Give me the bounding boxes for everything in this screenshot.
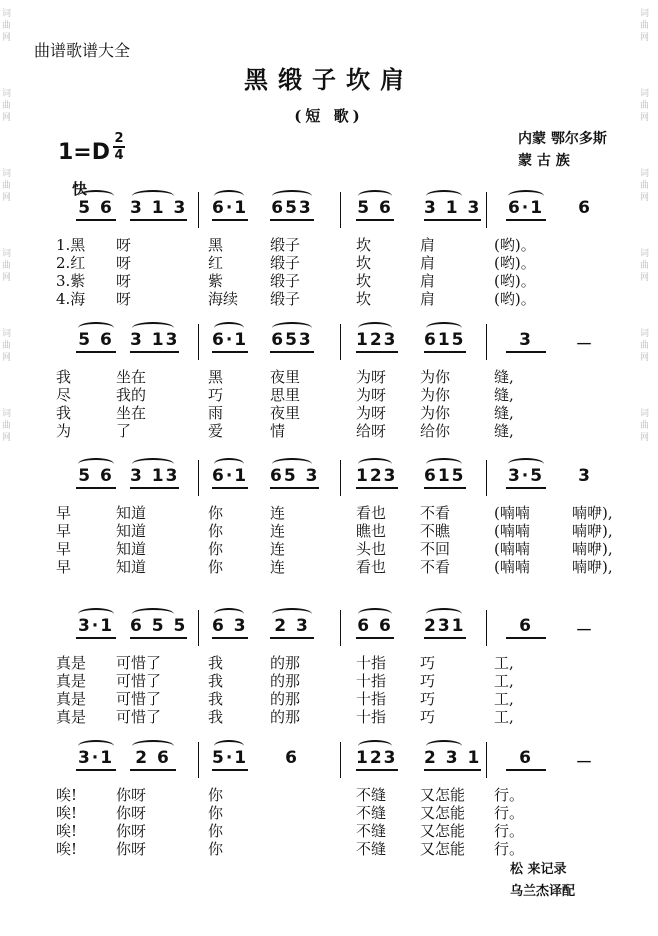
lyric-text: 为你 — [420, 404, 451, 422]
lyric-text: 真是 — [56, 672, 87, 690]
slur-mark — [358, 190, 392, 202]
lyric-text: 工, — [494, 654, 514, 672]
watermark-char: 词 — [640, 329, 650, 339]
lyric-text: 工, — [494, 690, 514, 708]
site-name: 曲谱歌谱大全 — [34, 41, 131, 60]
lyric-text: 夜里 — [270, 368, 301, 386]
watermark-char: 曲 — [2, 421, 12, 431]
lyric-text: 缎子 — [270, 272, 301, 290]
note-group: － — [575, 335, 595, 355]
note-group: 3 13 — [130, 330, 179, 353]
lyric-text: 我 — [56, 368, 72, 386]
slur-mark — [508, 458, 544, 470]
lyric-text: 喃咿), — [572, 522, 613, 540]
note-group: 5 6 — [76, 330, 116, 353]
slur-mark — [214, 322, 244, 334]
watermark-char: 词 — [2, 249, 12, 259]
lyric-text: 黑 — [208, 236, 224, 254]
note-group: 6·1 — [212, 198, 248, 221]
slur-mark — [426, 740, 462, 752]
lyric-text: 巧 — [208, 386, 224, 404]
lyric-text: (哟)。 — [494, 254, 536, 272]
lyric-text: 你 — [208, 504, 224, 522]
credit-translator: 乌兰杰译配 — [510, 884, 576, 899]
lyric-text: 4.海 — [56, 290, 86, 308]
note-group: 6 3 — [212, 616, 248, 639]
lyric-text: 为呀 — [356, 368, 387, 386]
slur-mark — [272, 608, 312, 620]
note-group: 3 — [578, 466, 592, 486]
lyric-text: 紫 — [208, 272, 224, 290]
watermark-char: 曲 — [640, 21, 650, 31]
lyric-text: 巧 — [420, 672, 436, 690]
lyric-text: 十指 — [356, 708, 387, 726]
lyric-text: 肩 — [420, 272, 436, 290]
note-group: 6 — [578, 198, 592, 218]
barline — [340, 742, 341, 778]
lyric-text: 行。 — [494, 840, 525, 858]
lyric-text: 为呀 — [356, 404, 387, 422]
lyric-text: (喃喃 — [494, 522, 530, 540]
lyric-text: 行。 — [494, 804, 525, 822]
watermark-char: 网 — [640, 273, 650, 283]
watermark-char: 网 — [2, 273, 12, 283]
lyric-text: 的那 — [270, 654, 301, 672]
song-subtitle: (短 歌) — [294, 107, 364, 125]
watermark-char: 曲 — [640, 341, 650, 351]
note-group: 3 13 — [130, 466, 179, 489]
note-group: 5 6 — [356, 198, 394, 221]
lyric-text: 行。 — [494, 822, 525, 840]
lyric-text: 1.黑 — [56, 236, 86, 254]
note-group: 6·1 — [212, 466, 248, 489]
lyric-text: 你 — [208, 540, 224, 558]
note-group: 3 — [506, 330, 546, 353]
slur-mark — [358, 608, 392, 620]
lyric-text: 知道 — [116, 504, 147, 522]
lyric-text: 的那 — [270, 708, 301, 726]
lyric-text: (喃喃 — [494, 540, 530, 558]
barline — [198, 742, 199, 778]
note-group: 6 — [506, 616, 546, 639]
lyric-text: 你呀 — [116, 840, 147, 858]
lyric-text: 又怎能 — [420, 804, 466, 822]
slur-mark — [426, 458, 462, 470]
lyric-text: 不缝 — [356, 822, 387, 840]
lyric-text: 又怎能 — [420, 822, 466, 840]
lyric-text: 缝, — [494, 386, 514, 404]
lyric-text: 不回 — [420, 540, 451, 558]
slur-mark — [132, 322, 174, 334]
slur-mark — [132, 608, 174, 620]
lyric-text: (喃喃 — [494, 504, 530, 522]
watermark-char: 曲 — [2, 101, 12, 111]
lyric-text: 爱 — [208, 422, 224, 440]
lyric-text: 给你 — [420, 422, 451, 440]
lyric-text: 坎 — [356, 254, 372, 272]
lyric-text: 看也 — [356, 558, 387, 576]
lyric-text: 不缝 — [356, 804, 387, 822]
lyric-text: 坐在 — [116, 404, 147, 422]
lyric-text: 工, — [494, 672, 514, 690]
note-group: 3 1 3 — [424, 198, 481, 221]
watermark-char: 词 — [2, 169, 12, 179]
lyric-text: 连 — [270, 522, 286, 540]
watermark-char: 网 — [2, 193, 12, 203]
lyric-text: 可惜了 — [116, 672, 162, 690]
barline — [198, 192, 199, 228]
slur-mark — [358, 322, 392, 334]
watermark-char: 曲 — [2, 181, 12, 191]
watermark-char: 词 — [2, 89, 12, 99]
lyric-text: 你 — [208, 522, 224, 540]
note-group: 5 6 — [76, 198, 116, 221]
barline — [340, 460, 341, 496]
watermark-char: 网 — [640, 33, 650, 43]
note-group: 653 — [270, 198, 314, 221]
lyric-text: 早 — [56, 558, 72, 576]
note-group: 3·1 — [76, 748, 116, 771]
note-group: 6 6 — [356, 616, 394, 639]
lyric-text: 喃咿), — [572, 504, 613, 522]
lyric-text: 的那 — [270, 690, 301, 708]
lyric-text: 坎 — [356, 272, 372, 290]
meter-bottom: 4 — [114, 148, 124, 163]
barline — [486, 610, 487, 646]
watermark-char: 网 — [2, 33, 12, 43]
note-group: 231 — [424, 616, 466, 639]
lyric-text: 不看 — [420, 504, 451, 522]
note-group: 6 — [285, 748, 299, 768]
lyric-text: 可惜了 — [116, 708, 162, 726]
lyric-text: 早 — [56, 522, 72, 540]
slur-mark — [132, 458, 174, 470]
slur-mark — [358, 740, 392, 752]
slur-mark — [426, 608, 462, 620]
note-group: 2 3 1 — [424, 748, 481, 771]
barline — [486, 742, 487, 778]
slur-mark — [272, 190, 312, 202]
lyric-text: 唉! — [56, 804, 78, 822]
watermark-char: 词 — [2, 409, 12, 419]
slur-mark — [78, 608, 114, 620]
lyric-text: 尽 — [56, 386, 72, 404]
lyric-text: 早 — [56, 540, 72, 558]
lyric-text: 唉! — [56, 840, 78, 858]
slur-mark — [132, 740, 174, 752]
lyric-text: 为你 — [420, 368, 451, 386]
song-title: 黑缎子坎肩 — [244, 65, 414, 94]
slur-mark — [78, 190, 114, 202]
lyric-text: 坎 — [356, 236, 372, 254]
note-group: 3·1 — [76, 616, 116, 639]
lyric-text: 知道 — [116, 558, 147, 576]
lyric-text: 夜里 — [270, 404, 301, 422]
note-group: 123 — [356, 466, 398, 489]
lyric-text: 雨 — [208, 404, 224, 422]
lyric-text: 缎子 — [270, 290, 301, 308]
lyric-text: 唉! — [56, 786, 78, 804]
lyric-text: 你 — [208, 558, 224, 576]
lyric-text: 肩 — [420, 290, 436, 308]
lyric-text: 头也 — [356, 540, 387, 558]
lyric-text: 连 — [270, 504, 286, 522]
slur-mark — [78, 458, 114, 470]
watermark-char: 网 — [640, 113, 650, 123]
lyric-text: 的那 — [270, 672, 301, 690]
lyric-text: 知道 — [116, 540, 147, 558]
lyric-text: (哟)。 — [494, 290, 536, 308]
lyric-text: 你 — [208, 786, 224, 804]
barline — [340, 192, 341, 228]
slur-mark — [272, 458, 312, 470]
lyric-text: 唉! — [56, 822, 78, 840]
note-group: 3 1 3 — [130, 198, 187, 221]
lyric-text: 巧 — [420, 654, 436, 672]
watermark-char: 词 — [640, 409, 650, 419]
lyric-text: 缎子 — [270, 254, 301, 272]
lyric-text: 为 — [56, 422, 72, 440]
lyric-text: 不看 — [420, 558, 451, 576]
note-group: 65 3 — [270, 466, 319, 489]
lyric-text: 我 — [208, 672, 224, 690]
lyric-text: 我的 — [116, 386, 147, 404]
lyric-text: 为呀 — [356, 386, 387, 404]
lyric-text: 真是 — [56, 654, 87, 672]
note-group: 6 — [506, 748, 546, 771]
note-group: 653 — [270, 330, 314, 353]
slur-mark — [214, 740, 244, 752]
lyric-text: (喃喃 — [494, 558, 530, 576]
barline — [340, 324, 341, 360]
lyric-text: 巧 — [420, 708, 436, 726]
lyric-text: 红 — [208, 254, 224, 272]
watermark-char: 词 — [2, 9, 12, 19]
slur-mark — [132, 190, 174, 202]
watermark-char: 词 — [640, 249, 650, 259]
note-group: 5·1 — [212, 748, 248, 771]
watermark-char: 网 — [640, 353, 650, 363]
lyric-text: 你呀 — [116, 786, 147, 804]
lyric-text: 知道 — [116, 522, 147, 540]
watermark-char: 网 — [640, 433, 650, 443]
lyric-text: 巧 — [420, 690, 436, 708]
note-group: 6·1 — [212, 330, 248, 353]
lyric-text: 海续 — [208, 290, 239, 308]
watermark-char: 词 — [2, 329, 12, 339]
origin-ethnicity: 蒙 古 族 — [518, 153, 570, 169]
barline — [198, 610, 199, 646]
lyric-text: 早 — [56, 504, 72, 522]
lyric-text: 肩 — [420, 254, 436, 272]
lyric-text: 可惜了 — [116, 654, 162, 672]
lyric-text: 行。 — [494, 786, 525, 804]
barline — [198, 460, 199, 496]
lyric-text: 缝, — [494, 404, 514, 422]
note-group: 123 — [356, 748, 398, 771]
lyric-text: 你 — [208, 804, 224, 822]
lyric-text: 我 — [208, 690, 224, 708]
watermark-char: 网 — [2, 433, 12, 443]
lyric-text: 你呀 — [116, 822, 147, 840]
lyric-text: 喃咿), — [572, 558, 613, 576]
credit-recorder: 松 来记录 — [510, 862, 567, 877]
lyric-text: 你呀 — [116, 804, 147, 822]
lyric-text: 坎 — [356, 290, 372, 308]
lyric-text: 呀 — [116, 254, 132, 272]
lyric-text: 连 — [270, 558, 286, 576]
key-signature: 1=D — [58, 140, 111, 165]
origin-region: 内蒙 鄂尔多斯 — [518, 131, 607, 147]
lyric-text: 工, — [494, 708, 514, 726]
watermark-char: 曲 — [640, 421, 650, 431]
lyric-text: 坐在 — [116, 368, 147, 386]
lyric-text: 缎子 — [270, 236, 301, 254]
watermark-char: 曲 — [2, 21, 12, 31]
lyric-text: 缝, — [494, 422, 514, 440]
lyric-text: 缝, — [494, 368, 514, 386]
slur-mark — [78, 740, 114, 752]
lyric-text: 十指 — [356, 654, 387, 672]
lyric-text: 我 — [56, 404, 72, 422]
barline — [340, 610, 341, 646]
lyric-text: (哟)。 — [494, 272, 536, 290]
lyric-text: 看也 — [356, 504, 387, 522]
lyric-text: 情 — [270, 422, 286, 440]
lyric-text: 了 — [116, 422, 132, 440]
note-group: 123 — [356, 330, 398, 353]
note-group: 2 3 — [270, 616, 314, 639]
lyric-text: 呀 — [116, 236, 132, 254]
lyric-text: 为你 — [420, 386, 451, 404]
note-group: － — [575, 621, 595, 641]
lyric-text: 给呀 — [356, 422, 387, 440]
watermark-char: 网 — [2, 353, 12, 363]
note-group: － — [575, 753, 595, 773]
lyric-text: 肩 — [420, 236, 436, 254]
barline — [486, 324, 487, 360]
lyric-text: 连 — [270, 540, 286, 558]
lyric-text: 思里 — [270, 386, 301, 404]
watermark-char: 词 — [640, 169, 650, 179]
lyric-text: 喃咿), — [572, 540, 613, 558]
note-group: 615 — [424, 330, 466, 353]
tempo-marking: 快 — [72, 180, 88, 198]
lyric-text: 3.紫 — [56, 272, 86, 290]
time-signature — [113, 131, 125, 163]
barline — [198, 324, 199, 360]
lyric-text: 我 — [208, 654, 224, 672]
barline — [486, 460, 487, 496]
slur-mark — [358, 458, 392, 470]
lyric-text: 真是 — [56, 690, 87, 708]
lyric-text: 不缝 — [356, 840, 387, 858]
watermark-char: 网 — [640, 193, 650, 203]
watermark-char: 词 — [640, 89, 650, 99]
watermark-char: 曲 — [640, 181, 650, 191]
note-group: 3·5 — [506, 466, 546, 489]
lyric-text: 呀 — [116, 272, 132, 290]
note-group: 615 — [424, 466, 466, 489]
slur-mark — [508, 190, 544, 202]
lyric-text: 瞧也 — [356, 522, 387, 540]
lyric-text: 十指 — [356, 672, 387, 690]
lyric-text: (哟)。 — [494, 236, 536, 254]
slur-mark — [214, 190, 244, 202]
slur-mark — [78, 322, 114, 334]
slur-mark — [272, 322, 312, 334]
slur-mark — [214, 458, 244, 470]
lyric-text: 你 — [208, 822, 224, 840]
lyric-text: 不瞧 — [420, 522, 451, 540]
watermark-char: 曲 — [2, 341, 12, 351]
meter-top: 2 — [114, 131, 124, 146]
watermark-char: 曲 — [640, 261, 650, 271]
note-group: 6 5 5 — [130, 616, 187, 639]
lyric-text: 黑 — [208, 368, 224, 386]
lyric-text: 不缝 — [356, 786, 387, 804]
slur-mark — [214, 608, 244, 620]
slur-mark — [426, 322, 462, 334]
lyric-text: 呀 — [116, 290, 132, 308]
lyric-text: 真是 — [56, 708, 87, 726]
lyric-text: 又怎能 — [420, 840, 466, 858]
lyric-text: 可惜了 — [116, 690, 162, 708]
note-group: 5 6 — [76, 466, 116, 489]
note-group: 6·1 — [506, 198, 546, 221]
lyric-text: 2.红 — [56, 254, 86, 272]
watermark-char: 词 — [640, 9, 650, 19]
lyric-text: 十指 — [356, 690, 387, 708]
watermark-char: 曲 — [2, 261, 12, 271]
lyric-text: 又怎能 — [420, 786, 466, 804]
lyric-text: 你 — [208, 840, 224, 858]
lyric-text: 我 — [208, 708, 224, 726]
watermark-char: 网 — [2, 113, 12, 123]
note-group: 2 6 — [130, 748, 176, 771]
watermark-char: 曲 — [640, 101, 650, 111]
barline — [486, 192, 487, 228]
slur-mark — [426, 190, 462, 202]
